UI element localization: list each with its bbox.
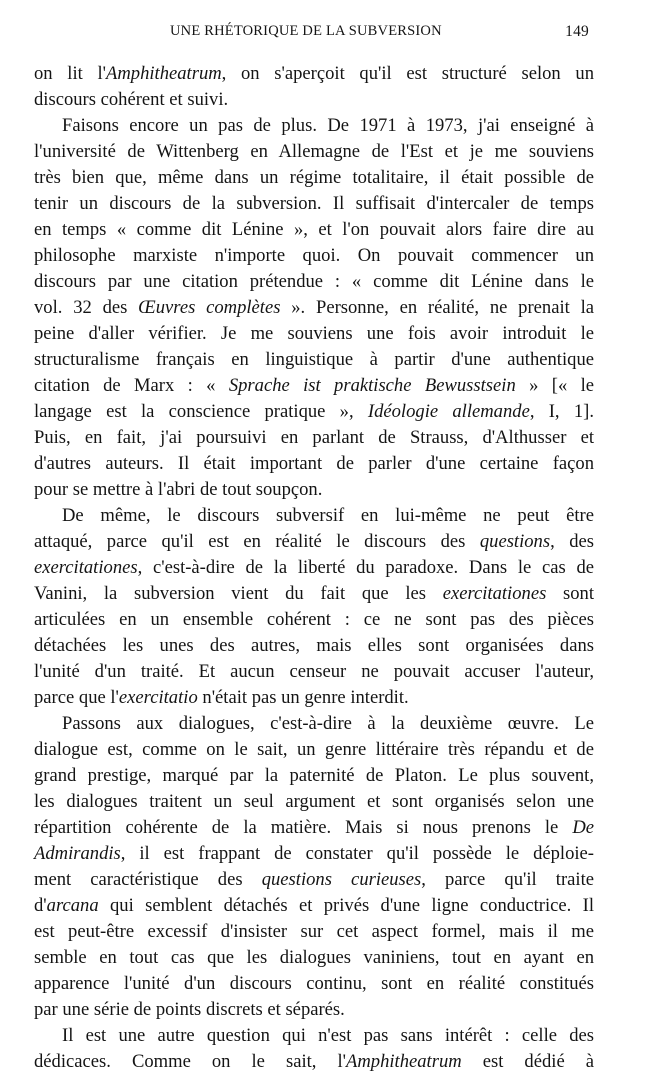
text-span: semble en tout cas que les dialogues vaniniens, tout en ayant en <box>34 947 594 968</box>
text-line <box>34 945 594 971</box>
text-line <box>34 763 594 789</box>
text-span: dialogue est, comme on le sait, un genre littéraire très répandu et de <box>34 739 594 760</box>
text-span: langage est la conscience pratique », <box>34 401 368 422</box>
text-span: peine d'aller vérifier. Je me souviens une fois avoir introduit le <box>34 323 594 344</box>
text-span: Passons aux dialogues, c'est-à-dire à la deuxième œuvre. Le <box>62 713 594 734</box>
text-line <box>34 321 594 347</box>
text-span: , parce qu'il traite <box>421 869 595 890</box>
text-line <box>34 217 594 243</box>
text-line <box>34 893 594 919</box>
text-span: d' <box>34 895 47 916</box>
running-title: UNE RHÉTORIQUE DE LA SUBVERSION <box>170 23 442 39</box>
text-span: ment caractéristique des <box>34 869 262 890</box>
text-line <box>34 87 594 113</box>
text-line <box>34 633 594 659</box>
running-header <box>34 23 589 45</box>
text-line <box>34 61 594 87</box>
text-span: Vanini, la subversion vient du fait que les <box>34 583 443 604</box>
text-line <box>34 737 594 763</box>
italic-span: Sprache ist praktische Bewusstsein <box>228 375 516 396</box>
text-span: » [« le <box>515 375 595 396</box>
text-span: par une série de points discrets et séparés. <box>34 999 345 1020</box>
text-span: pour se mettre à l'abri de tout soupçon. <box>34 479 323 500</box>
text-line <box>34 139 594 165</box>
text-span: dédicaces. Comme on le sait, l' <box>34 1051 346 1072</box>
text-span: grand prestige, marqué par la paternité de Platon. Le plus souvent, <box>34 765 594 786</box>
text-line <box>34 659 594 685</box>
text-line <box>34 1049 594 1075</box>
text-line <box>34 425 594 451</box>
text-line <box>34 347 594 373</box>
italic-span: exercitationes <box>442 583 547 604</box>
text-span: les dialogues traitent un seul argument et sont organisés selon une <box>34 791 594 812</box>
paragraph <box>34 503 594 711</box>
text-span: l'unité d'un traité. Et aucun censeur ne pouvait accuser l'auteur, <box>34 661 594 682</box>
text-span: citation de Marx : « <box>34 375 229 396</box>
text-span: structuralisme français en linguistique à partir d'une authentique <box>34 349 594 370</box>
page-number: 149 <box>565 23 589 40</box>
text-span: détachées les unes des autres, mais elles sont organisées dans <box>34 635 594 656</box>
text-span: qui semblent détachés et privés d'une ligne conductrice. Il <box>98 895 594 916</box>
text-line <box>34 711 594 737</box>
text-span: ». Personne, en réalité, ne prenait la <box>280 297 594 318</box>
text-span: , il est frappant de constater qu'il possède le déploie- <box>120 843 594 864</box>
text-span: sont <box>546 583 594 604</box>
italic-span: Admirandis <box>34 843 121 864</box>
italic-span: Idéologie allemande <box>367 401 530 422</box>
italic-span: Œuvres complètes <box>138 297 281 318</box>
text-span: articulées en un ensemble cohérent : ce ne sont pas des pièces <box>34 609 594 630</box>
text-line <box>34 295 594 321</box>
text-span: répartition cohérente de la matière. Mais si nous prenons le <box>34 817 573 838</box>
text-span: en temps « comme dit Lénine », et l'on pouvait alors faire dire au <box>34 219 594 240</box>
text-line <box>34 815 594 841</box>
text-span: tenir un discours de la subversion. Il suffisait d'intercaler de temps <box>34 193 594 214</box>
text-line <box>34 451 594 477</box>
text-line <box>34 685 594 711</box>
text-span: De même, le discours subversif en lui-même ne peut être <box>62 505 594 526</box>
text-span: d'autres auteurs. Il était important de parler d'une certaine façon <box>34 453 594 474</box>
paragraph <box>34 61 594 113</box>
text-span: attaqué, parce qu'il est en réalité le discours des <box>34 531 480 552</box>
text-span: on lit l' <box>34 63 106 84</box>
text-span: n'était pas un genre interdit. <box>197 687 409 708</box>
text-span: Il est une autre question qui n'est pas sans intérêt : celle des <box>62 1025 594 1046</box>
text-span: , c'est-à-dire de la liberté du paradoxe. Dans le cas de <box>137 557 594 578</box>
text-span: vol. 32 des <box>34 297 139 318</box>
text-span: , I, 1]. <box>529 401 594 422</box>
text-line <box>34 1023 594 1049</box>
text-span: parce que l' <box>34 687 119 708</box>
body-text <box>34 61 594 1075</box>
text-line <box>34 113 594 139</box>
paragraph <box>34 113 594 503</box>
text-line <box>34 607 594 633</box>
text-line <box>34 919 594 945</box>
text-line <box>34 971 594 997</box>
text-span: apparence l'unité d'un discours continu, sont en réalité constitués <box>34 973 594 994</box>
text-line <box>34 165 594 191</box>
italic-span: exercitatio <box>118 687 198 708</box>
italic-span: Amphitheatrum <box>346 1051 462 1072</box>
italic-span: Amphitheatrum <box>105 63 222 84</box>
text-span: , des <box>550 531 594 552</box>
text-line <box>34 503 594 529</box>
text-span: est peut-être excessif d'insister sur cet aspect formel, mais il me <box>34 921 594 942</box>
text-span: philosophe marxiste n'importe quoi. On pouvait commencer un <box>34 245 594 266</box>
text-line <box>34 269 594 295</box>
text-span: est dédié à <box>461 1051 594 1072</box>
italic-span: questions <box>479 531 551 552</box>
italic-span: De <box>572 817 594 838</box>
paragraph <box>34 1023 594 1075</box>
text-span: Puis, en fait, j'ai poursuivi en parlant de Strauss, d'Althusser et <box>34 427 594 448</box>
italic-span: arcana <box>46 895 99 916</box>
text-line <box>34 191 594 217</box>
paragraph <box>34 711 594 1023</box>
italic-span: exercitationes <box>34 557 138 578</box>
text-span: l'université de Wittenberg en Allemagne de l'Est et je me souviens <box>34 141 594 162</box>
text-line <box>34 529 594 555</box>
text-line <box>34 867 594 893</box>
text-line <box>34 581 594 607</box>
text-line <box>34 399 594 425</box>
text-span: discours par une citation prétendue : « comme dit Lénine dans le <box>34 271 594 292</box>
text-span: , on s'aperçoit qu'il est structuré selon un <box>221 63 594 84</box>
text-span: discours cohérent et suivi. <box>34 89 229 110</box>
italic-span: questions curieuses <box>261 869 422 890</box>
text-span: Faisons encore un pas de plus. De 1971 à 1973, j'ai enseigné à <box>62 115 594 136</box>
text-line <box>34 555 594 581</box>
text-line <box>34 243 594 269</box>
text-line <box>34 373 594 399</box>
text-line <box>34 997 594 1023</box>
text-line <box>34 841 594 867</box>
text-line <box>34 477 594 503</box>
text-span: très bien que, même dans un régime totalitaire, il était possible de <box>34 167 594 188</box>
text-line <box>34 789 594 815</box>
